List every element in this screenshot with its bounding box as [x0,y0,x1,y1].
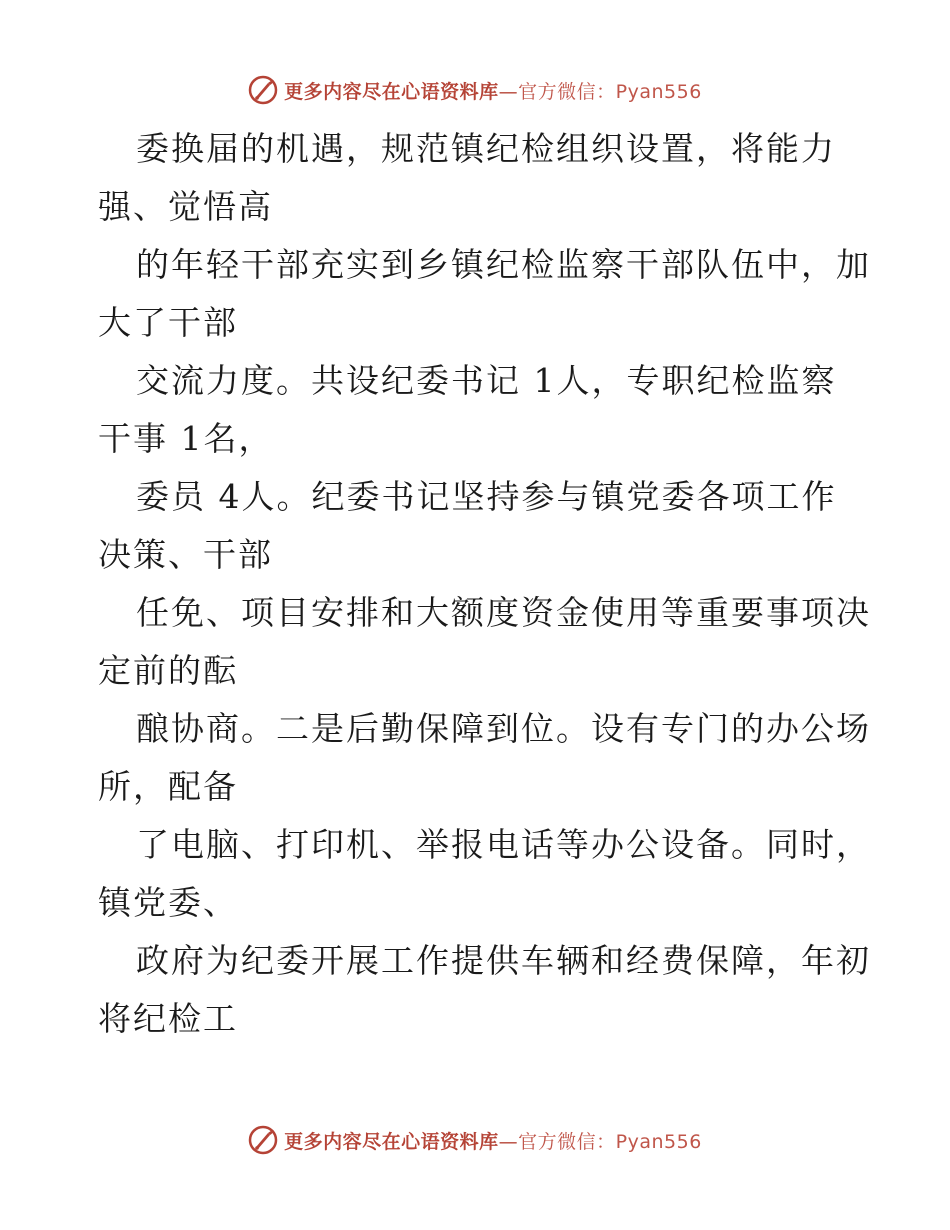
body-line: 所，配备 [98,767,238,806]
footer-watermark [0,1120,950,1160]
header-watermark [0,70,950,110]
body-line: 镇党委、 [98,883,238,922]
body-line: 大了干部 [98,303,238,342]
watermark-sub: 官方微信：Pyan556 [518,1130,702,1153]
body-line: 酿协商。二是后勤保障到位。设有专门的办公场 [136,709,871,748]
body-line: 任免、项目安排和大额度资金使用等重要事项决 [136,593,871,632]
watermark-sub: 官方微信：Pyan556 [518,80,702,103]
body-line: 的年轻干部充实到乡镇纪检监察干部队伍中，加 [136,245,871,284]
watermark-text [284,77,702,104]
watermark-dash: — [498,80,519,103]
watermark-dash: — [498,1130,519,1153]
watermark-text [284,1127,702,1154]
watermark-main: 更多内容尽在心语资料库 [284,1130,499,1153]
watermark-main: 更多内容尽在心语资料库 [284,80,499,103]
quill-pen-icon [248,75,278,105]
document-body [98,120,871,1048]
body-line: 政府为纪委开展工作提供车辆和经费保障，年初 [136,941,871,980]
body-line: 了电脑、打印机、举报电话等办公设备。同时， [136,825,871,864]
body-line: 委员 4人。纪委书记坚持参与镇党委各项工作 [136,477,837,516]
body-line: 定前的酝 [98,651,238,690]
body-line: 委换届的机遇，规范镇纪检组织设置，将能力 [136,129,836,168]
body-line: 将纪检工 [98,999,238,1038]
body-line: 决策、干部 [98,535,273,574]
body-line: 交流力度。共设纪委书记 1人，专职纪检监察 [136,361,837,400]
quill-pen-icon [248,1125,278,1155]
body-line: 强、觉悟高 [98,187,273,226]
body-line: 干事 1名， [98,419,274,458]
